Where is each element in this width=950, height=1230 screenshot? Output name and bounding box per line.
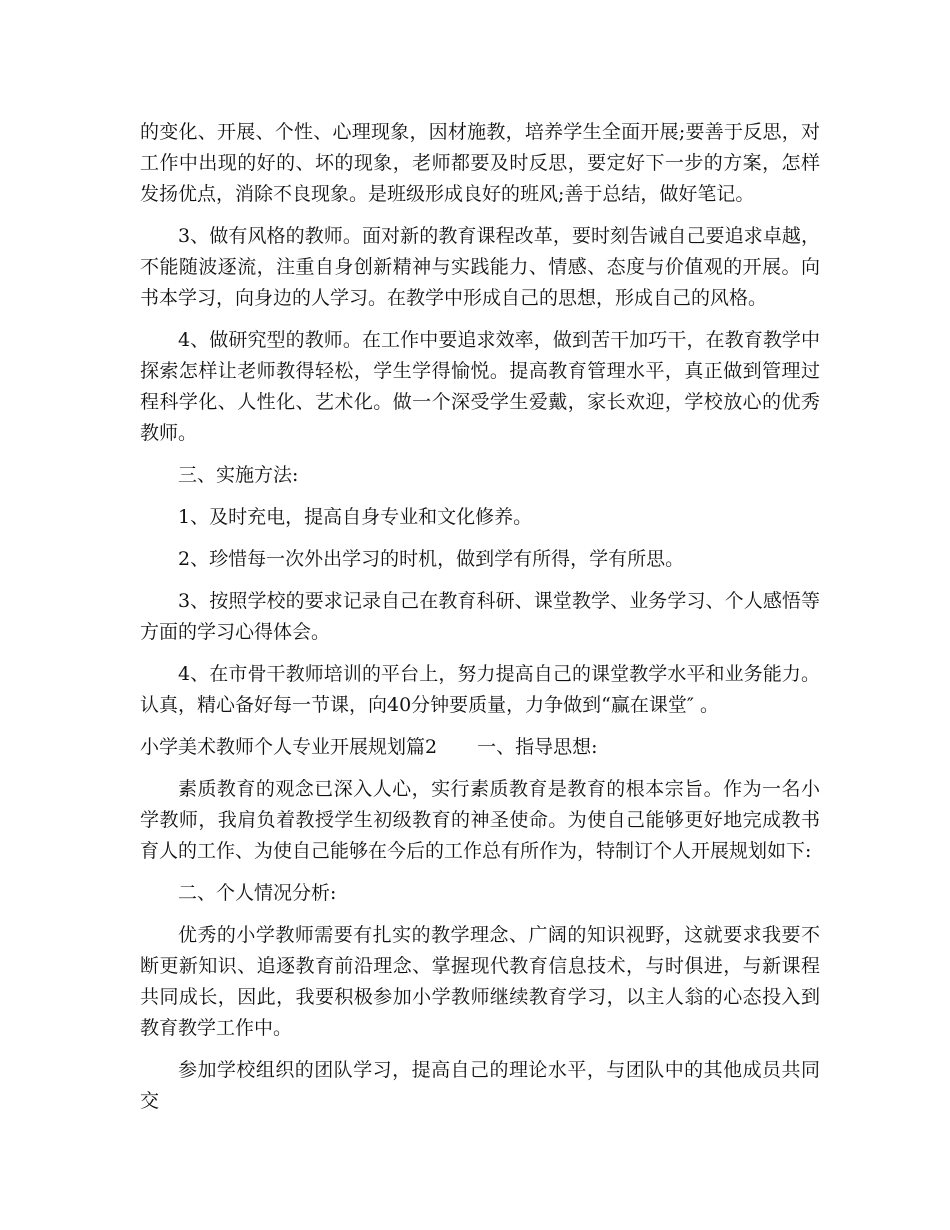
section-heading: 一、指导思想: (477, 736, 598, 758)
section-title-line (140, 732, 820, 763)
section-title: 小学美术教师个人专业开展规划篇2 (140, 736, 438, 758)
heading-implementation: 三、实施方法: (178, 464, 299, 486)
paragraph-quality-education: 素质教育的观念已深入人心，实行素质教育是教育的根本宗旨。作为一名小学教师，我肩负着教授学生初级教育的神圣使命。为使自己能够更好地完成教书育人的工作、为使自己能够在今后的工作总有所作为，特制订个人开展规划如下: (140, 778, 820, 862)
paragraph-continuation: 的变化、开展、个性、心理现象，因材施教，培养学生全面开展;要善于反思，对工作中出现的好的、坏的现象，老师都要及时反思，要定好下一步的方案，怎样发扬优点，消除不良现象。是班级形成良好的班风;善于总结，做好笔记。 (140, 121, 820, 205)
list-item-3: 3、按照学校的要求记录自己在教育科研、课堂教学、业务学习、个人感悟等方面的学习心得体会。 (140, 590, 820, 643)
list-item-2: 2、珍惜每一次外出学习的时机，做到学有所得，学有所思。 (178, 548, 685, 570)
list-item-4: 4、在市骨干教师培训的平台上，努力提高自己的课堂教学水平和业务能力。认真，精心备好每一节课，向40分钟要质量，力争做到“赢在课堂″ 。 (140, 663, 820, 716)
list-item-1: 1、及时充电，提高自身专业和文化修养。 (178, 506, 533, 528)
heading-personal-analysis: 二、个人情况分析: (178, 882, 337, 904)
paragraph-excellent-teacher: 优秀的小学教师需要有扎实的教学理念、广阔的知识视野，这就要求我要不断更新知识、追逐教育前沿理念、掌握现代教育信息技术，与时俱进，与新课程共同成长，因此，我要积极参加小学教师继续教育学习，以主人翁的心态投入到教育教学工作中。 (140, 924, 820, 1039)
paragraph-research-teacher: 4、做研究型的教师。在工作中要追求效率，做到苦干加巧干，在教育教学中探索怎样让老师教得轻松，学生学得愉悦。提高教育管理水平，真正做到管理过程科学化、人性化、艺术化。做一个深受学生爱戴，家长欢迎，学校放心的优秀教师。 (140, 329, 820, 444)
paragraph-team-learning: 参加学校组织的团队学习，提高自己的理论水平，与团队中的其他成员共同交 (140, 1059, 820, 1112)
paragraph-stylish-teacher: 3、做有风格的教师。面对新的教育课程改革，要时刻告诫自己要追求卓越，不能随波逐流，注重自身创新精神与实践能力、情感、态度与价值观的开展。向书本学习，向身边的人学习。在教学中形成自己的思想，形成自己的风格。 (140, 225, 820, 309)
document-body (140, 117, 820, 1128)
